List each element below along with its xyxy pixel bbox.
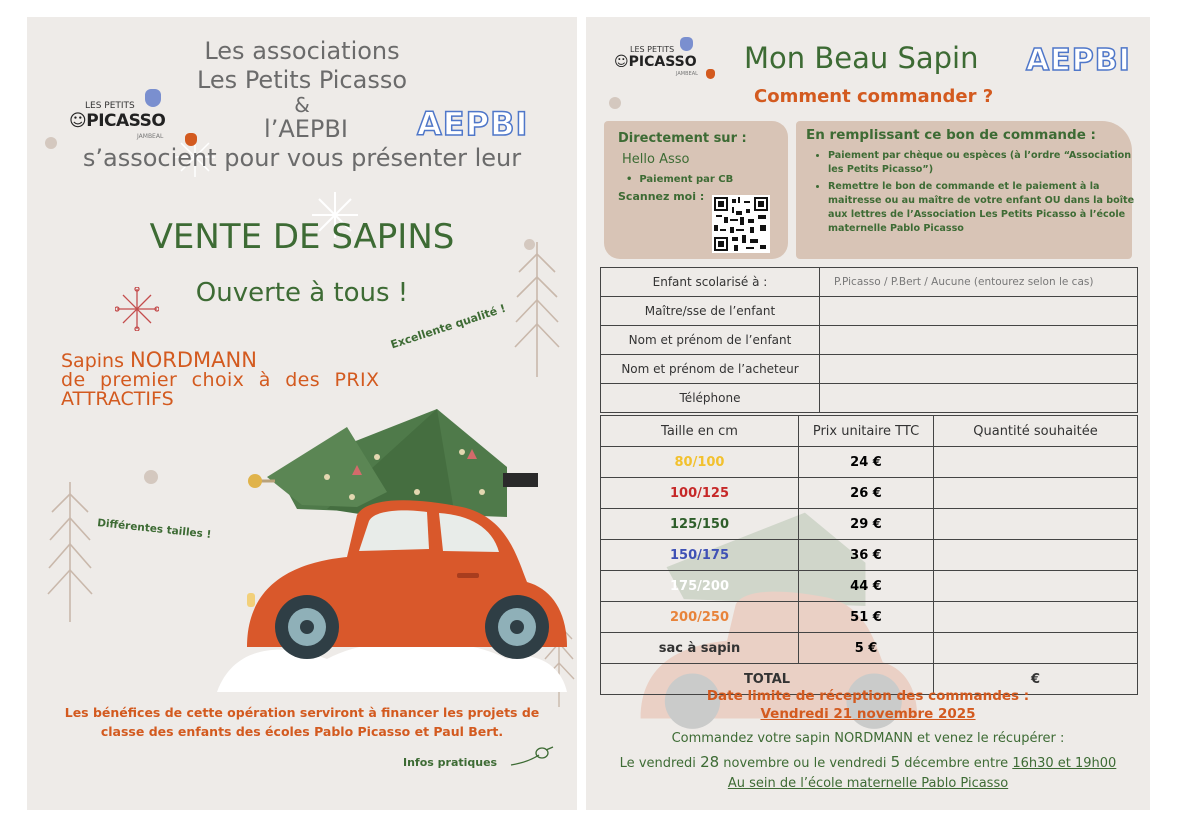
left-flyer bbox=[27, 17, 577, 810]
table-row bbox=[601, 384, 1138, 413]
pickup-place: Au sein de l’école maternelle Pablo Picasso bbox=[727, 776, 1009, 791]
buyer-name-field[interactable] bbox=[820, 355, 1138, 384]
quality-note: Excellente qualité ! bbox=[389, 301, 508, 352]
quantity-field[interactable] bbox=[934, 478, 1138, 509]
table-row bbox=[601, 509, 1138, 540]
column-header: Quantité souhaitée bbox=[934, 416, 1138, 447]
sizes-note: Différentes tailles ! bbox=[96, 517, 212, 541]
info-label: Téléphone bbox=[601, 384, 820, 413]
hand-print-icon bbox=[680, 37, 693, 51]
deadline-label: Date limite de réception des commandes : bbox=[706, 688, 1030, 704]
table-row bbox=[601, 478, 1138, 509]
right-order-form bbox=[586, 17, 1150, 810]
table-header-row bbox=[601, 416, 1138, 447]
paper-order-heading: En remplissant ce bon de commande : bbox=[806, 127, 1096, 143]
logo-top-text: LES PETITS bbox=[630, 45, 675, 54]
aepbi-logo: AEPBI bbox=[1026, 43, 1131, 78]
online-order-heading: Directement sur : bbox=[618, 131, 747, 146]
price-table bbox=[600, 415, 1138, 695]
quantity-field[interactable] bbox=[934, 633, 1138, 664]
quantity-field[interactable] bbox=[934, 602, 1138, 633]
pine-tree-icon bbox=[513, 242, 561, 377]
quantity-field[interactable] bbox=[934, 571, 1138, 602]
quantity-field[interactable] bbox=[934, 509, 1138, 540]
aepbi-logo: AEPBI bbox=[417, 105, 529, 143]
quantity-field[interactable] bbox=[934, 540, 1138, 571]
decor-dot bbox=[144, 470, 158, 484]
intro-line: l’AEPBI bbox=[264, 115, 348, 143]
online-order-site[interactable]: Hello Asso bbox=[622, 152, 690, 167]
size-cell: 150/175 bbox=[601, 540, 799, 571]
price-cell: 36 € bbox=[799, 540, 934, 571]
deadline-date: Vendredi 21 novembre 2025 bbox=[760, 706, 976, 722]
pine-tree-icon bbox=[45, 482, 95, 622]
table-row bbox=[601, 602, 1138, 633]
logo-sub-text: JAMBEAL bbox=[137, 133, 164, 140]
arrow-loop-icon[interactable] bbox=[509, 745, 555, 769]
form-subtitle: Comment commander ? bbox=[754, 86, 994, 107]
paper-order-bullet: • Paiement par chèque ou espèces (à l’ordre “Association les Petits Picasso”) bbox=[828, 149, 1146, 177]
pickup-line: Commandez votre sapin NORDMANN et venez le récupérer : bbox=[671, 731, 1065, 746]
pickup-dates: Le vendredi 28 novembre ou le vendredi 5 décembre entre 16h30 et 19h00 bbox=[619, 753, 1117, 771]
logo-top-text: LES PETITS bbox=[85, 101, 135, 111]
total-label: TOTAL bbox=[601, 664, 934, 695]
form-title: Mon Beau Sapin bbox=[744, 41, 979, 75]
online-order-bullet: • Paiement par CB bbox=[626, 174, 734, 185]
size-cell: 100/125 bbox=[601, 478, 799, 509]
column-header: Prix unitaire TTC bbox=[799, 416, 934, 447]
table-row bbox=[601, 355, 1138, 384]
school-choice-field[interactable]: P.Picasso / P.Bert / Aucune (entourez selon le cas) bbox=[820, 268, 1138, 297]
info-label: Nom et prénom de l’enfant bbox=[601, 326, 820, 355]
teacher-field[interactable] bbox=[820, 297, 1138, 326]
logo-sub-text: JAMBEAL bbox=[676, 71, 698, 77]
intro-line: s’associent pour vous présenter leur bbox=[82, 144, 522, 172]
sapins-line: ATTRACTIFS bbox=[61, 388, 174, 410]
info-label: Nom et prénom de l’acheteur bbox=[601, 355, 820, 384]
page-subtitle: Ouverte à tous ! bbox=[195, 278, 409, 308]
intro-line: Les Petits Picasso bbox=[196, 66, 408, 94]
table-row bbox=[601, 297, 1138, 326]
logo-main-text: ☺PICASSO bbox=[614, 54, 697, 70]
hand-print-icon bbox=[706, 69, 715, 79]
child-info-table bbox=[600, 267, 1138, 413]
table-row bbox=[601, 268, 1138, 297]
table-row bbox=[601, 571, 1138, 602]
size-cell: sac à sapin bbox=[601, 633, 799, 664]
logo-main-text: ☺PICASSO bbox=[69, 111, 166, 131]
info-label: Maître/sse de l’enfant bbox=[601, 297, 820, 326]
price-cell: 29 € bbox=[799, 509, 934, 540]
petits-picasso-logo bbox=[612, 35, 722, 90]
size-cell: 175/200 bbox=[601, 571, 799, 602]
table-row bbox=[601, 633, 1138, 664]
sapins-prefix: Sapins bbox=[61, 350, 131, 372]
table-row bbox=[601, 540, 1138, 571]
price-cell: 5 € bbox=[799, 633, 934, 664]
price-cell: 24 € bbox=[799, 447, 934, 478]
price-cell: 44 € bbox=[799, 571, 934, 602]
child-name-field[interactable] bbox=[820, 326, 1138, 355]
table-row bbox=[601, 326, 1138, 355]
car-with-tree-illustration bbox=[207, 397, 577, 697]
column-header: Taille en cm bbox=[601, 416, 799, 447]
total-field[interactable]: € bbox=[934, 664, 1138, 695]
intro-text bbox=[27, 37, 577, 173]
paper-order-bullet: • Remettre le bon de commande et le paiement à la maitresse ou au maître de votre enfant OU dans la boîte aux lettres de l’Association Les Petits Picasso à l’école maternelle Pablo Picasso bbox=[828, 180, 1146, 236]
size-cell: 125/150 bbox=[601, 509, 799, 540]
size-cell: 80/100 bbox=[601, 447, 799, 478]
intro-line: Les associations bbox=[204, 37, 400, 65]
phone-field[interactable] bbox=[820, 384, 1138, 413]
qr-code-icon[interactable] bbox=[712, 195, 770, 253]
table-row bbox=[601, 447, 1138, 478]
infos-pratiques-label: Infos pratiques bbox=[403, 756, 498, 769]
sapins-name: NORDMANN bbox=[130, 348, 257, 372]
decor-dot bbox=[609, 97, 621, 109]
price-cell: 26 € bbox=[799, 478, 934, 509]
page-title: VENTE DE SAPINS bbox=[149, 217, 455, 257]
intro-line: & bbox=[294, 93, 310, 117]
size-cell: 200/250 bbox=[601, 602, 799, 633]
info-label: Enfant scolarisé à : bbox=[601, 268, 820, 297]
quantity-field[interactable] bbox=[934, 447, 1138, 478]
scan-label: Scannez moi : bbox=[618, 190, 705, 203]
benefits-text: Les bénéfices de cette opération serviront à financer les projets de classe des enfants des écoles Pablo Picasso et Paul Bert. bbox=[64, 705, 540, 739]
price-cell: 51 € bbox=[799, 602, 934, 633]
paper-order-bullets bbox=[806, 149, 1146, 236]
sapins-line: de premier choix à des PRIX bbox=[61, 369, 380, 391]
